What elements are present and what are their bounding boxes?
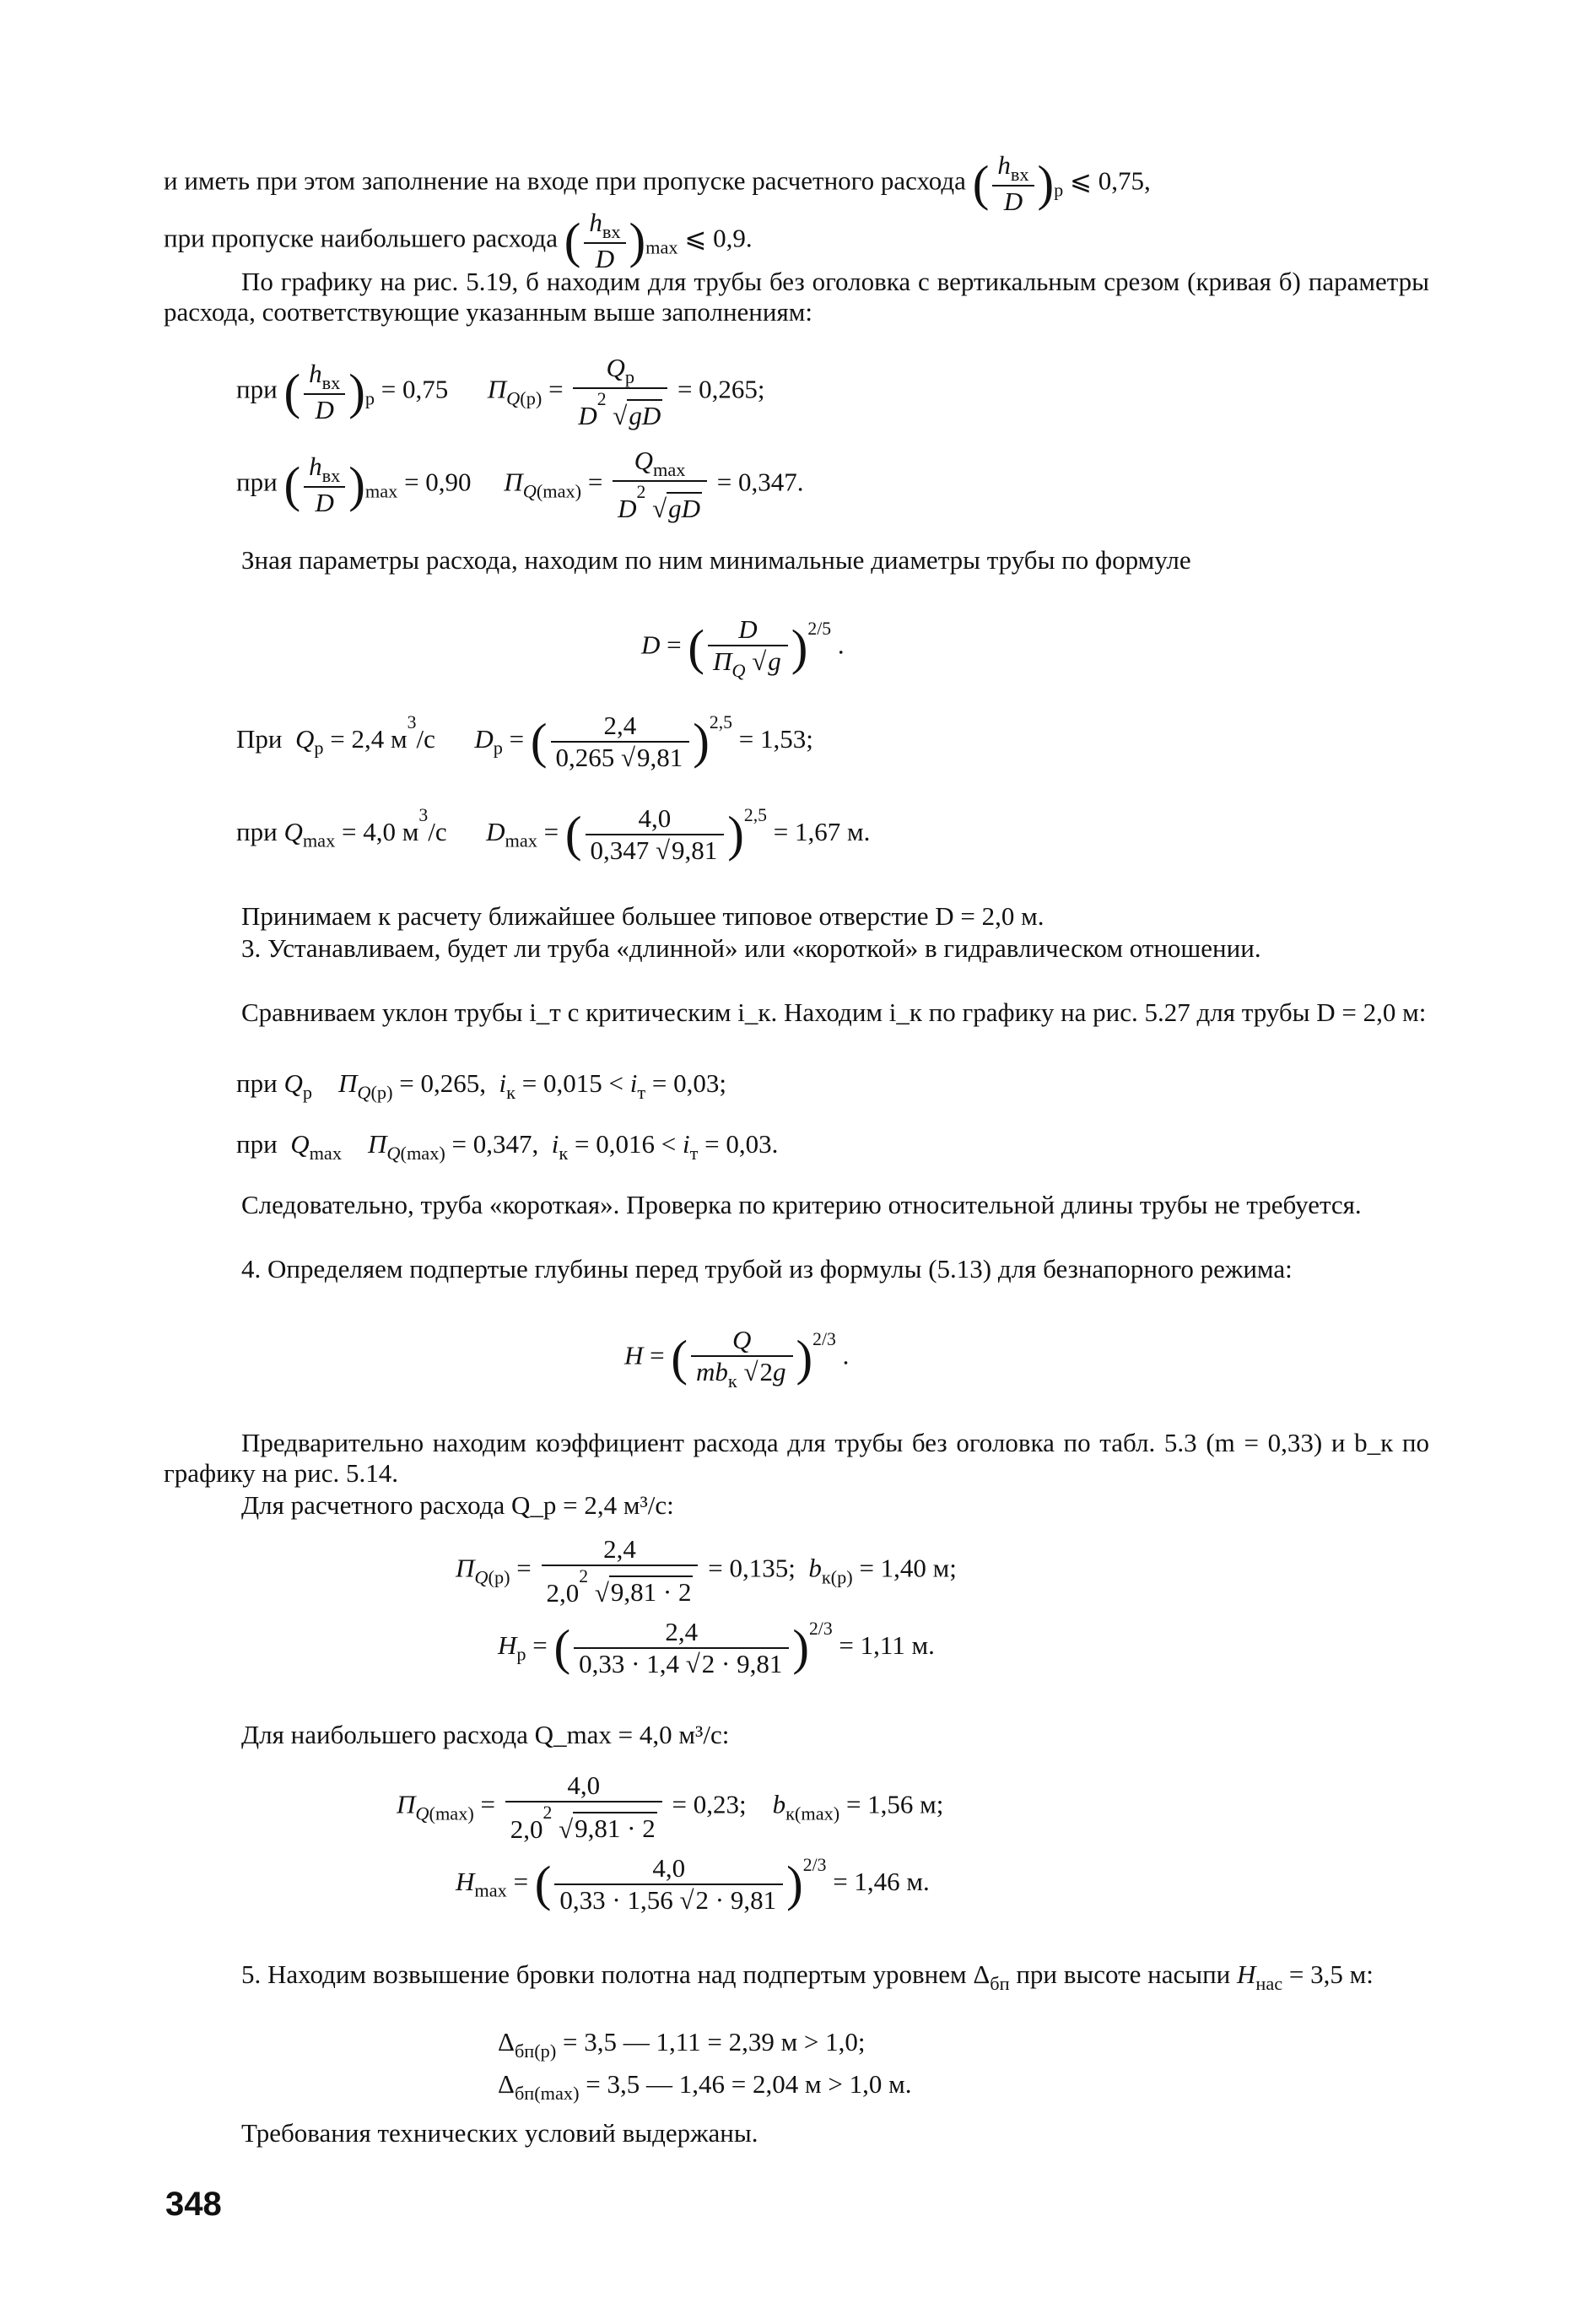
paragraph-p2: По графику на рис. 5.19, б находим для трубы без оголовка с вертикальным срезом (кривая б) параметры расхода, соответствующие указанным выше заполнениям:	[164, 267, 1429, 327]
paragraph-p6: Сравниваем уклон трубы i_т с критическим i_к. Находим i_к по графику на рис. 5.27 для трубы D = 2,0 м:	[241, 997, 1427, 1027]
paragraph-p8: 4. Определяем подпертые глубины перед трубой из формулы (5.13) для безнапорного режима:	[241, 1254, 1293, 1284]
formula-f14: $\Delta_{бп(max)} = 3,5$ — 1,46 = 2,04 м > 1,0 м.	[498, 2069, 912, 2104]
formula-f3: D = ( $\frac{D}{П_Q √g}$ )$^{2/5}$ .	[641, 614, 845, 681]
formula-f2: при ( $\frac{h_{вх}}{D}$ )$_{max} = 0,90$ $П_{Q(max)}$ = $\frac{Q_{max}}{D^2 √gD}$ = 0,347.	[236, 446, 804, 524]
formula-f10: $H_р$ = ( $\frac{2,4}{0,33 \cdot 1,4 √2 \cdot 9,81}$ )$^{2/3}$ = 1,11 м.	[498, 1617, 935, 1678]
paragraph-p11: Для наибольшего расхода Q_max = 4,0 м³/с:	[241, 1720, 730, 1749]
formula-f13: $\Delta_{бп(р)} = 3,5$ — 1,11 = 2,39 м > 1,0;	[498, 2027, 866, 2062]
paragraph-p4: Принимаем к расчету ближайшее большее типовое отверстие D = 2,0 м.	[241, 901, 1045, 931]
formula-f5: при $Q_{max} = 4,0$ $м^3/с$ $D_{max}$ = ( $\frac{4,0}{0,347 √9,81}$ )$^{2,5}$ = 1,67 м.	[236, 803, 871, 865]
paragraph-p5: 3. Устанавливаем, будет ли труба «длинной» или «короткой» в гидравлическом отношении.	[241, 933, 1261, 963]
formula-f9: $П_{Q(р)}$ = $\frac{2,4}{2,0^2 √9,81 \cdot 2}$ = 0,135; $b_{к(р)} = 1,40$ м;	[456, 1534, 957, 1608]
formula-f12: $H_{max}$ = ( $\frac{4,0}{0,33 \cdot 1,56 √2 \cdot 9,81}$ )$^{2/3}$ = 1,46 м.	[456, 1853, 930, 1915]
paragraph-p13: Требования технических условий выдержаны.	[241, 2118, 758, 2148]
paragraph-p7: Следовательно, труба «короткая». Проверка по критерию относительной длины трубы не требуется.	[241, 1190, 1362, 1219]
formula-f6: при $Q_р$ $П_{Q(р)} = 0,265$, $i_к = 0,015 < i_т = 0,03$;	[236, 1068, 726, 1103]
formula-f11: $П_{Q(max)}$ = $\frac{4,0}{2,0^2 √9,81 \cdot 2}$ = 0,23; $b_{к(max)} = 1,56$ м;	[397, 1770, 944, 1844]
paragraph-p12: 5. Находим возвышение бровки полотна над подпертым уровнем $\Delta_{бп}$ при высоте насыпи $H_{нас} = 3,5$ м:	[241, 1959, 1374, 1994]
formula-f1: при ( $\frac{h_{вх}}{D}$ )$_р = 0,75$ $П_{Q(р)}$ = $\frac{Q_р}{D^2 √gD}$ = 0,265;	[236, 353, 765, 431]
paragraph-p9: Предварительно находим коэффициент расхода для трубы без оголовка по табл. 5.3 (m = 0,33) и b_к по графику на рис. 5.14.	[164, 1428, 1429, 1488]
formula-f7: при $Q_{max}$ $П_{Q(max)} = 0,347$, $i_к = 0,016 < i_т = 0,03$.	[236, 1129, 779, 1164]
formula-f4: При $Q_р = 2,4$ $м^3/с$ $D_р$ = ( $\frac{2,4}{0,265 √9,81}$ )$^{2,5}$ = 1,53;	[236, 711, 813, 772]
page-number: 348	[165, 2186, 222, 2223]
paragraph-p10: Для расчетного расхода Q_р = 2,4 м³/с:	[241, 1490, 674, 1520]
text-line-p1: и иметь при этом заполнение на входе при пропуске расчетного расхода ( $\frac{h_{вх}}{D}$ )$_р$ ⩽ 0,75,	[164, 150, 1151, 217]
paragraph-p3: Зная параметры расхода, находим по ним минимальные диаметры трубы по формуле	[241, 545, 1191, 575]
text-line-p1b: при пропуске наибольшего расхода ( $\frac{h_{вх}}{D}$ )$_{max}$ ⩽ 0,9.	[164, 208, 753, 274]
formula-f8: H = ( $\frac{Q}{mb_к √2g}$ )$^{2/3}$ .	[624, 1325, 850, 1392]
